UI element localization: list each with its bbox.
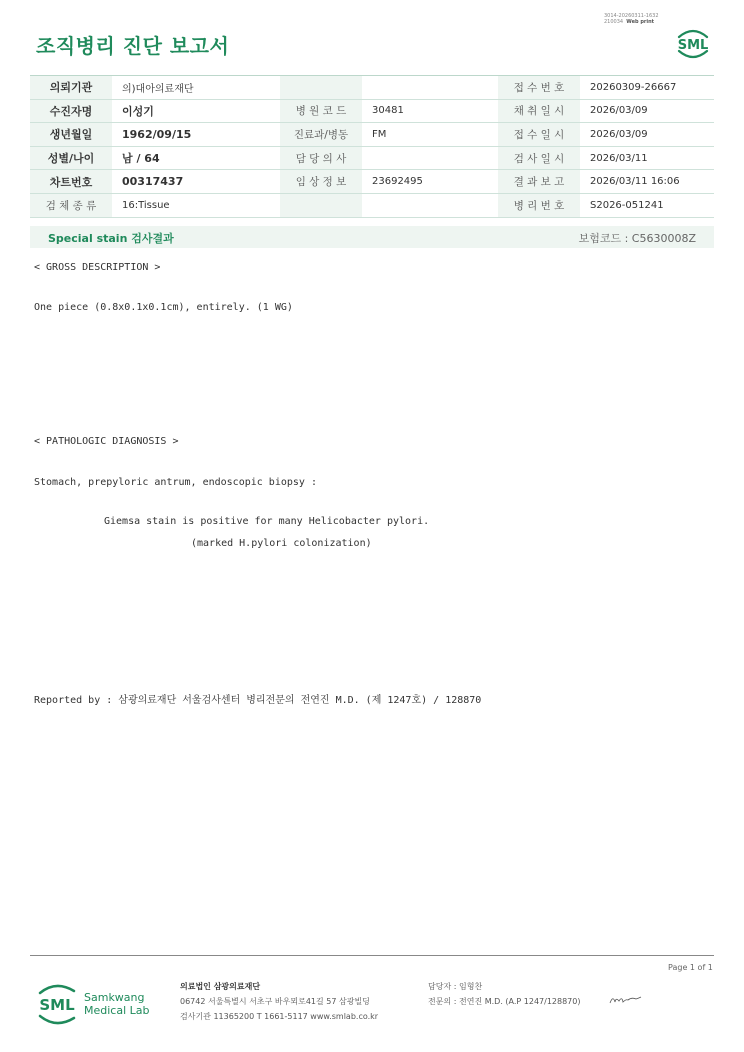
info-value: 2026/03/09 [580,123,714,147]
info-row [30,99,714,123]
info-value [362,193,498,217]
info-value: S2026-051241 [580,193,714,217]
sml-logo-text: SML [677,38,709,53]
info-label: 성별/나이 [30,146,112,170]
samkwang-logo-name2: Medical Lab [84,1004,150,1017]
info-value: FM [362,123,498,147]
info-value: 00317437 [112,170,280,194]
pathologic-diagnosis-header: < PATHOLOGIC DIAGNOSIS > [34,436,179,447]
info-value [362,146,498,170]
info-label: 수진자명 [30,99,112,123]
samkwang-logo-sml: SML [39,996,75,1014]
info-value: 30481 [362,99,498,123]
samkwang-logo-name1: Samkwang [84,991,145,1004]
footer-staff-info: 담당자 : 임형찬 전문의 : 전연진 M.D. (A.P 1247/128870) [428,982,581,1006]
page-number: Page 1 of 1 [668,963,713,972]
document-code: 3014-20260311-1632 210034 Web print [604,13,659,25]
info-label [280,193,362,217]
info-label: 결 과 보 고 [498,170,580,194]
footer-divider [30,955,714,956]
info-label [280,76,362,100]
info-value: 16:Tissue [112,193,280,217]
info-row [30,123,714,147]
sml-logo [673,24,713,62]
signature [608,993,642,1007]
info-label: 검 체 종 류 [30,193,112,217]
gross-description-text: One piece (0.8x0.1x0.1cm), entirely. (1 WG) [34,302,293,313]
info-label: 생년월일 [30,123,112,147]
info-value: 20260309-26667 [580,76,714,100]
diagnosis-site: Stomach, prepyloric antrum, endoscopic biopsy : [34,477,317,488]
info-label: 검 사 일 시 [498,146,580,170]
info-label: 접 수 번 호 [498,76,580,100]
info-label: 임 상 정 보 [280,170,362,194]
info-label: 병 원 코 드 [280,99,362,123]
info-row [30,146,714,170]
info-value: 2026/03/09 [580,99,714,123]
diagnosis-finding: Giemsa stain is positive for many Helicobacter pylori. [104,516,430,527]
info-row [30,76,714,100]
info-label: 진료과/병동 [280,123,362,147]
info-value: 2026/03/11 [580,146,714,170]
stain-result-title: Special stain 검사결과 [48,232,174,245]
info-label: 접 수 일 시 [498,123,580,147]
patient-info-table [30,75,714,218]
reported-by: Reported by : 삼광의료재단 서울검사센터 병리전문의 전연진 M.D. (제 1247호) / 128870 [34,695,482,706]
info-value: 2026/03/11 16:06 [580,170,714,194]
diagnosis-note: (marked H.pylori colonization) [191,538,372,549]
info-row [30,193,714,217]
info-value: 1962/09/15 [112,123,280,147]
info-value: 남 / 64 [112,146,280,170]
info-label: 담 당 의 사 [280,146,362,170]
gross-description-header: < GROSS DESCRIPTION > [34,262,161,273]
info-value: 의)대아의료재단 [112,76,280,100]
report-title: 조직병리 진단 보고서 [36,34,230,58]
info-value: 이성기 [112,99,280,123]
samkwang-logo [36,981,156,1027]
info-value [362,76,498,100]
info-label: 의뢰기관 [30,76,112,100]
info-label: 병 리 번 호 [498,193,580,217]
footer-org-info: 의료법인 삼광의료재단 06742 서울특별시 서초구 바우뫼로41길 57 삼광빌딩 검사기관 11365200 T 1661-5117 www.smlab.co.kr [180,982,379,1021]
insurance-code: 보험코드 : C5630008Z [578,232,696,245]
info-label: 차트번호 [30,170,112,194]
info-value: 23692495 [362,170,498,194]
info-label: 채 취 일 시 [498,99,580,123]
info-row [30,170,714,194]
